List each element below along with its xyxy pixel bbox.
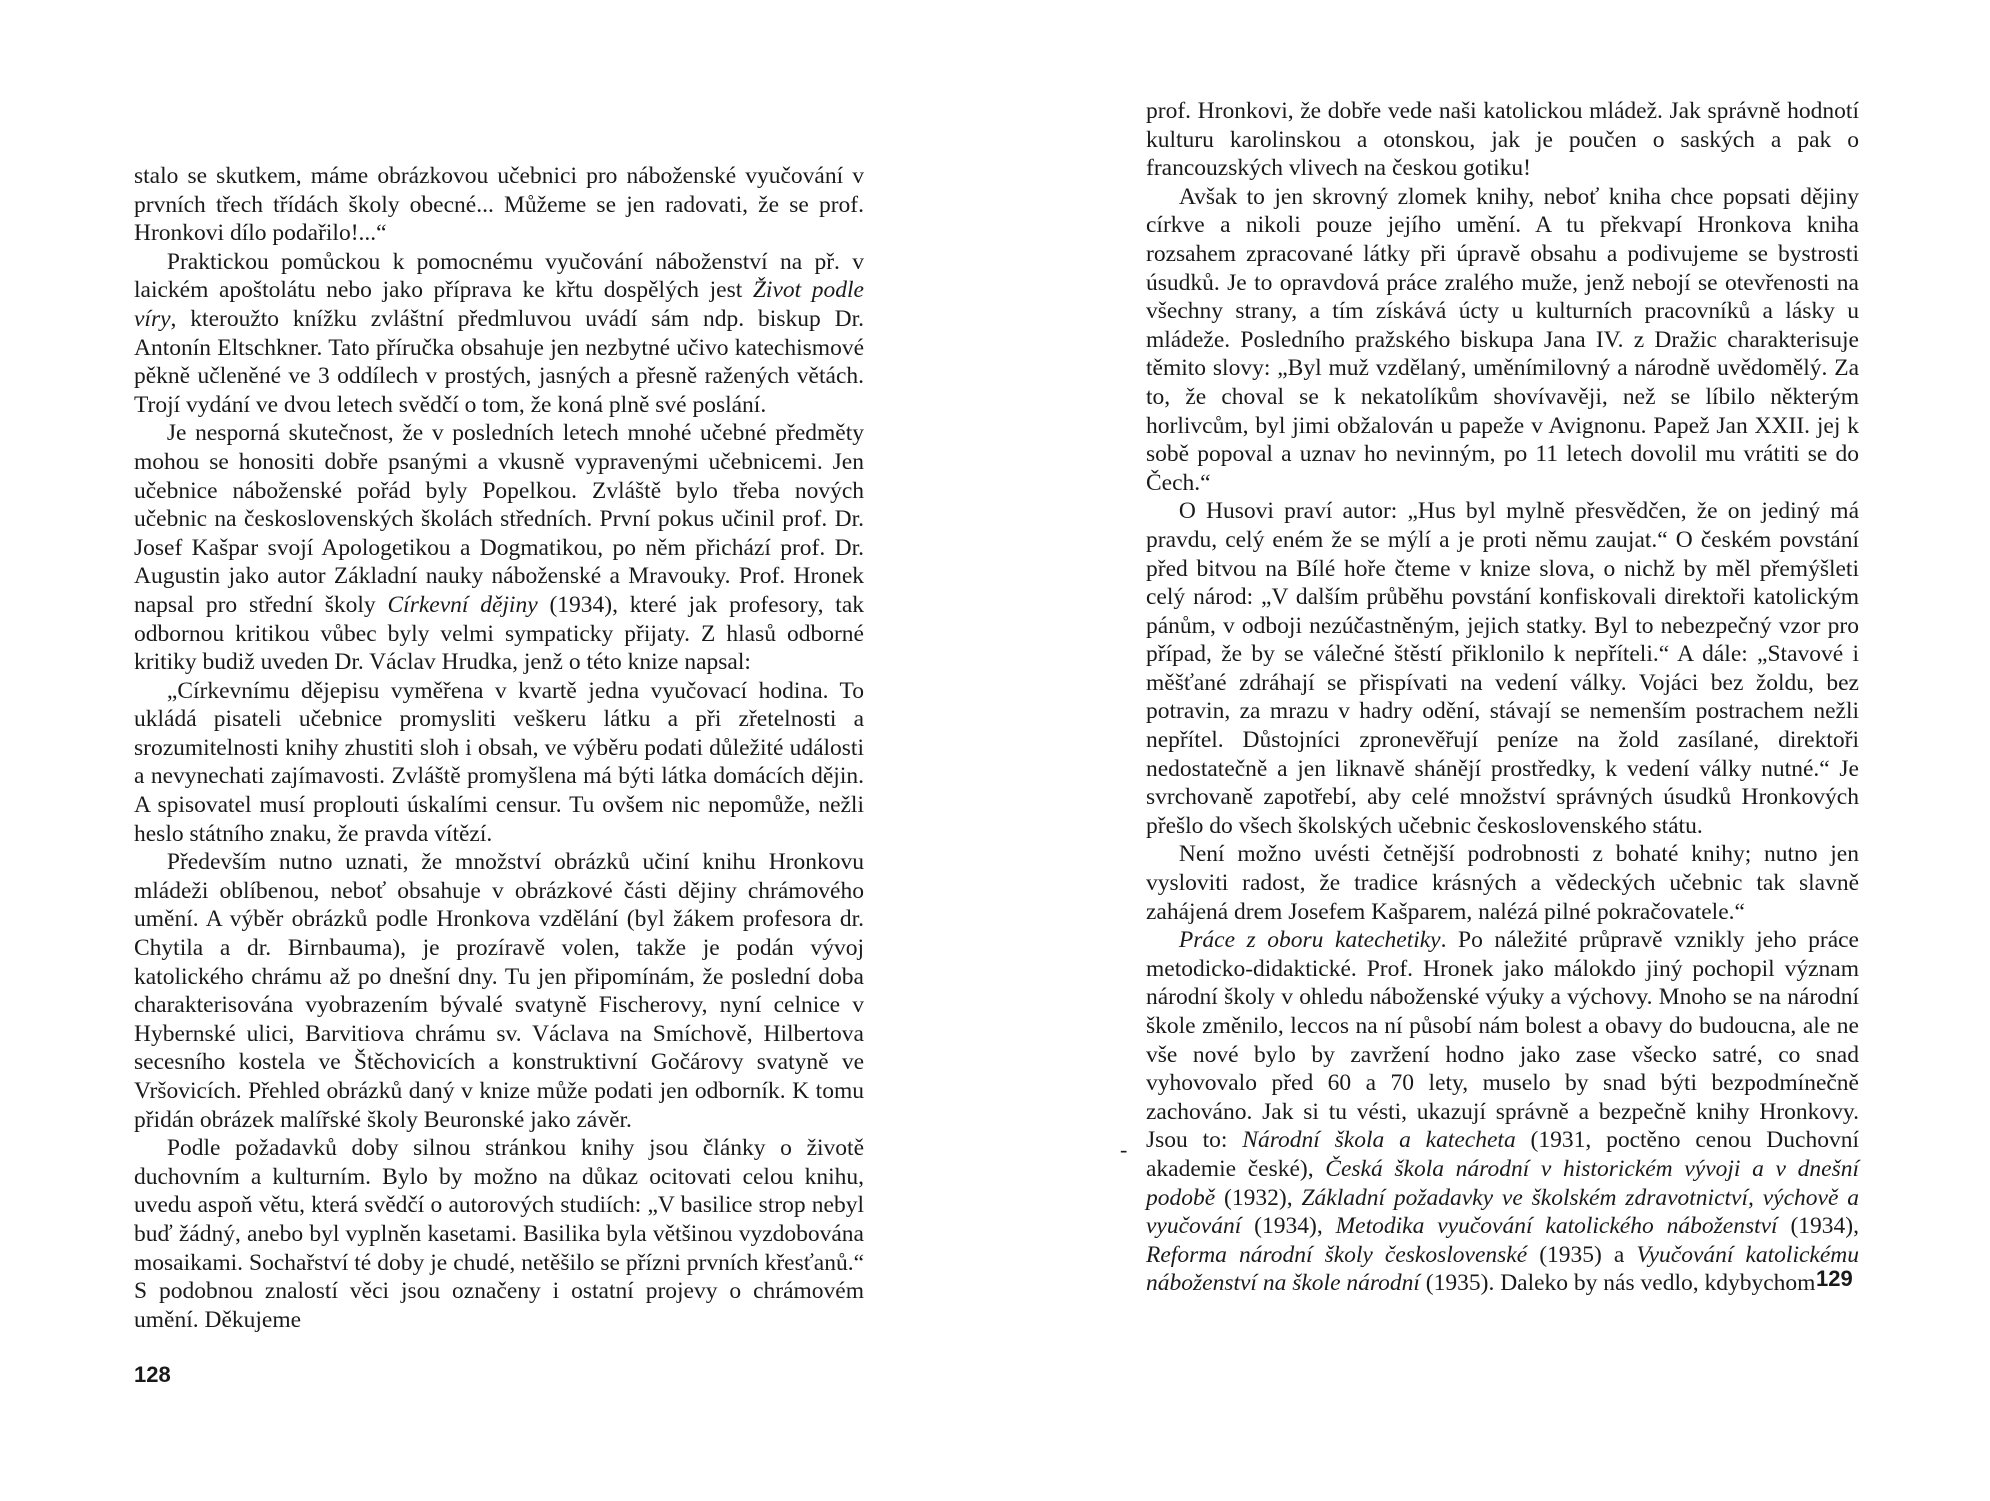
page-number-left: 128 <box>134 1362 171 1387</box>
paragraph: Není možno uvésti četnější podrobnosti z bohaté knihy; nutno jen vysloviti radost, že tradice krásných a vědeckých učebnic tak slavně zahájená drem Josefem Kašparem, nalézá pilné pokračovatele.“ <box>1146 841 1859 925</box>
paragraph: „Církevnímu dějepisu vyměřena v kvartě jedna vyučovací hodina. To ukládá pisateli učebnice promysliti veškeru látku a při zřetelnosti a srozumitelnosti knihy zhustiti sloh i obsah, ve výběru podati důležité události a nevynechati zajímavosti. Zvláště promyšlena má býti látka domácích dějin. A spisovatel musí proplouti úskalími censur. Tu ovšem nic nepomůže, nežli heslo státního znaku, že pravda vítězí. <box>134 677 864 847</box>
right-page-text <box>1146 97 1859 1298</box>
margin-mark: - <box>1120 1137 1128 1162</box>
paragraph: O Husovi praví autor: „Hus byl mylně přesvědčen, že on jediný má pravdu, celý eném že se mýlí a je proti němu zaujat.“ O českém povstání před bitvou na Bílé hoře čteme v knize slova, o nichž by měl přemýšleti celý národ: „V dalším průběhu povstání konfiskovali direktoři katolickým pánům, v odboji nezúčastněným, jejich statky. Byl to nebezpečný vzor pro případ, že by se válečné štěstí přiklonilo k nepříteli.“ A dále: „Stavové i měšťané zdráhají se přispívati na vedení války. Vojáci bez žoldu, bez potravin, za mrazu v hadry odění, stávají se nemenším postrachem nežli nepřítel. Důstojníci zpronevěřují peníze na žold zasílané, direktoři nedostatečně a jen liknavě shánějí prostředky, k vedení války nutné.“ Je svrchovaně zapotřebí, aby celé množství správných úsudků Hronkových přešlo do všech školských učebnic československého státu. <box>1146 498 1859 839</box>
paragraph: prof. Hronkovi, že dobře vede naši katolickou mládež. Jak správně hodnotí kulturu karolinskou a otonskou, jak je poučen o saských a pak o francouzských vlivech na českou gotiku! <box>1146 98 1859 182</box>
paragraph: Podle požadavků doby silnou stránkou knihy jsou články o životě duchovním a kulturním. Bylo by možno na důkaz ocitovati celou knihu, uvedu aspoň větu, která svědčí o autorových studiích: „V basilice strop nebyl buď žádný, anebo byl vyplněn kasetami. Basilika byla většinou vyzdobována mosaikami. Sochařství té doby je chudé, netěšilo se přízni prvních křesťanů.“ S podobnou znalostí věci jsou označeny i ostatní projevy o chrámovém umění. Děkujeme <box>134 1135 864 1333</box>
left-page-text <box>134 162 864 1334</box>
paragraph: Je nesporná skutečnost, že v posledních letech mnohé učebné předměty mohou se honositi dobře psanými a vkusně vypravenými učebnicemi. Jen učebnice náboženské pořád byly Popelkou. Zvláště bylo třeba nových učebnic na československých školách středních. První pokus učinil prof. Dr. Josef Kašpar svojí Apologetikou a Dogmatikou, po něm přichází prof. Dr. Augustin jako autor Základní nauky náboženské a Mravouky. Prof. Hronek napsal pro střední školy Církevní dějiny (1934), které jak profesory, tak odbornou kritikou vůbec byly velmi sympaticky přijaty. Z hlasů odborné kritiky budiž uveden Dr. Václav Hrudka, jenž o této knize napsal: <box>134 420 864 676</box>
paragraph: Praktickou pomůckou k pomocnému vyučování náboženství na př. v laickém apoštolátu nebo jako příprava ke křtu dospělých jest Život podle víry, kteroužto knížku zvláštní předmluvou uvádí sám ndp. biskup Dr. Antonín Eltschkner. Tato příručka obsahuje jen nezbytné učivo katechismové pěkně učleněné ve 3 oddílech v prostých, jasných a přesně ražených větách. Trojí vydání ve dvou letech svědčí o tom, že koná plně své poslání. <box>134 248 864 418</box>
italic-title: Základní požadavky ve školském zdravotnictví, výchově a vyučování <box>1146 1184 1859 1240</box>
italic-title: Metodika vyučování katolického náboženství <box>1335 1213 1778 1240</box>
italic-title: Česká škola národní v historickém vývoji a v dnešní podobě <box>1146 1155 1859 1211</box>
italic-title: Národní škola a katecheta <box>1242 1127 1516 1154</box>
italic-title: Vyučování katolickému náboženství na škole národní <box>1146 1241 1859 1297</box>
paragraph: stalo se skutkem, máme obrázkovou učebnici pro náboženské vyučování v prvních třech třídách školy obecné... Můžeme se jen radovati, že se prof. Hronkovi dílo podařilo!...“ <box>134 163 864 247</box>
paragraph: Především nutno uznati, že množství obrázků učiní knihu Hronkovu mládeži oblíbenou, neboť obsahuje v obrázkové části dějiny chrámového umění. A výběr obrázků podle Hronkova vzdělání (byl žákem profesora dr. Chytila a dr. Birnbauma), je prozíravě volen, takže je podán vývoj katolického chrámu až po dnešní dny. Tu jen připomínám, že poslední doba charakterisována vyobrazením bývalé svatyně Fischerovy, nyní celnice v Hybernské ulici, Barvitiova chrámu sv. Václava na Smíchově, Hilbertova secesního kostela ve Štěchovicích a konstruktivní Gočárovy svatyně ve Vršovicích. Přehled obrázků daný v knize může podati jen odborník. K tomu přidán obrázek malířské školy Beuronské jako závěr. <box>134 849 864 1133</box>
italic-title: Církevní dějiny <box>387 591 538 618</box>
paragraph: Práce z oboru katechetiky. Po náležité průpravě vznikly jeho práce metodicko-didaktické. Prof. Hronek jako málokdo jiný pochopil význam národní školy v ohledu náboženské výuky a výchovy. Mnoho se na národní škole změnilo, leccos na ní působí nám bolest a obavy do budoucna, ale ne vše nové bylo by zavržení hodno jako zase všecko satré, co snad vyhovovalo před 60 a 70 lety, muselo by snad býti bezpodmínečně zachováno. Jak si tu vésti, ukazují správně a bezpečně knihy Hronkovy. Jsou to: Národní škola a katecheta (1931, poctěno cenou Duchovní akademie české), Česká škola národní v historickém vývoji a v dnešní podobě (1932), Základní požadavky ve školském zdravotnictví, výchově a vyučování (1934), Metodika vyučování katolického náboženství (1934), Reforma národní školy československé (1935) a Vyučování katolickému náboženství na škole národní (1935). Daleko by nás vedlo, kdybychom <box>1146 927 1860 1297</box>
page-number-right: 129 <box>1816 1266 1853 1291</box>
italic-title: Život podle víry <box>134 277 864 332</box>
italic-title: Reforma národní školy československé <box>1146 1241 1528 1268</box>
italic-title: Práce z oboru katechetiky <box>1178 927 1441 954</box>
paragraph: Avšak to jen skrovný zlomek knihy, neboť kniha chce popsati dějiny církve a nikoli pouze jejího umění. A tu překvapí Hronkova kniha rozsahem zpracované látky při úpravě obsahu a podivujeme se bystrosti úsudků. Je to opravdová práce zralého muže, jenž nebojí se otevřenosti na všechny strany, a tím získává úcty u kulturních pracovníků a lásky u mládeže. Posledního pražského biskupa Jana IV. z Dražic charakterisuje těmito slovy: „Byl muž vzdělaný, uměnímilovný a národně uvědomělý. Za to, že choval se k nekatolíkům shovívavěji, než se líbilo některým horlivcům, byl jimi obžalován u papeže v Avignonu. Papež Jan XXII. jej k sobě popoval a uznav ho nevinným, po 11 letech dovolil mu vrátiti se do Čech.“ <box>1146 183 1859 496</box>
